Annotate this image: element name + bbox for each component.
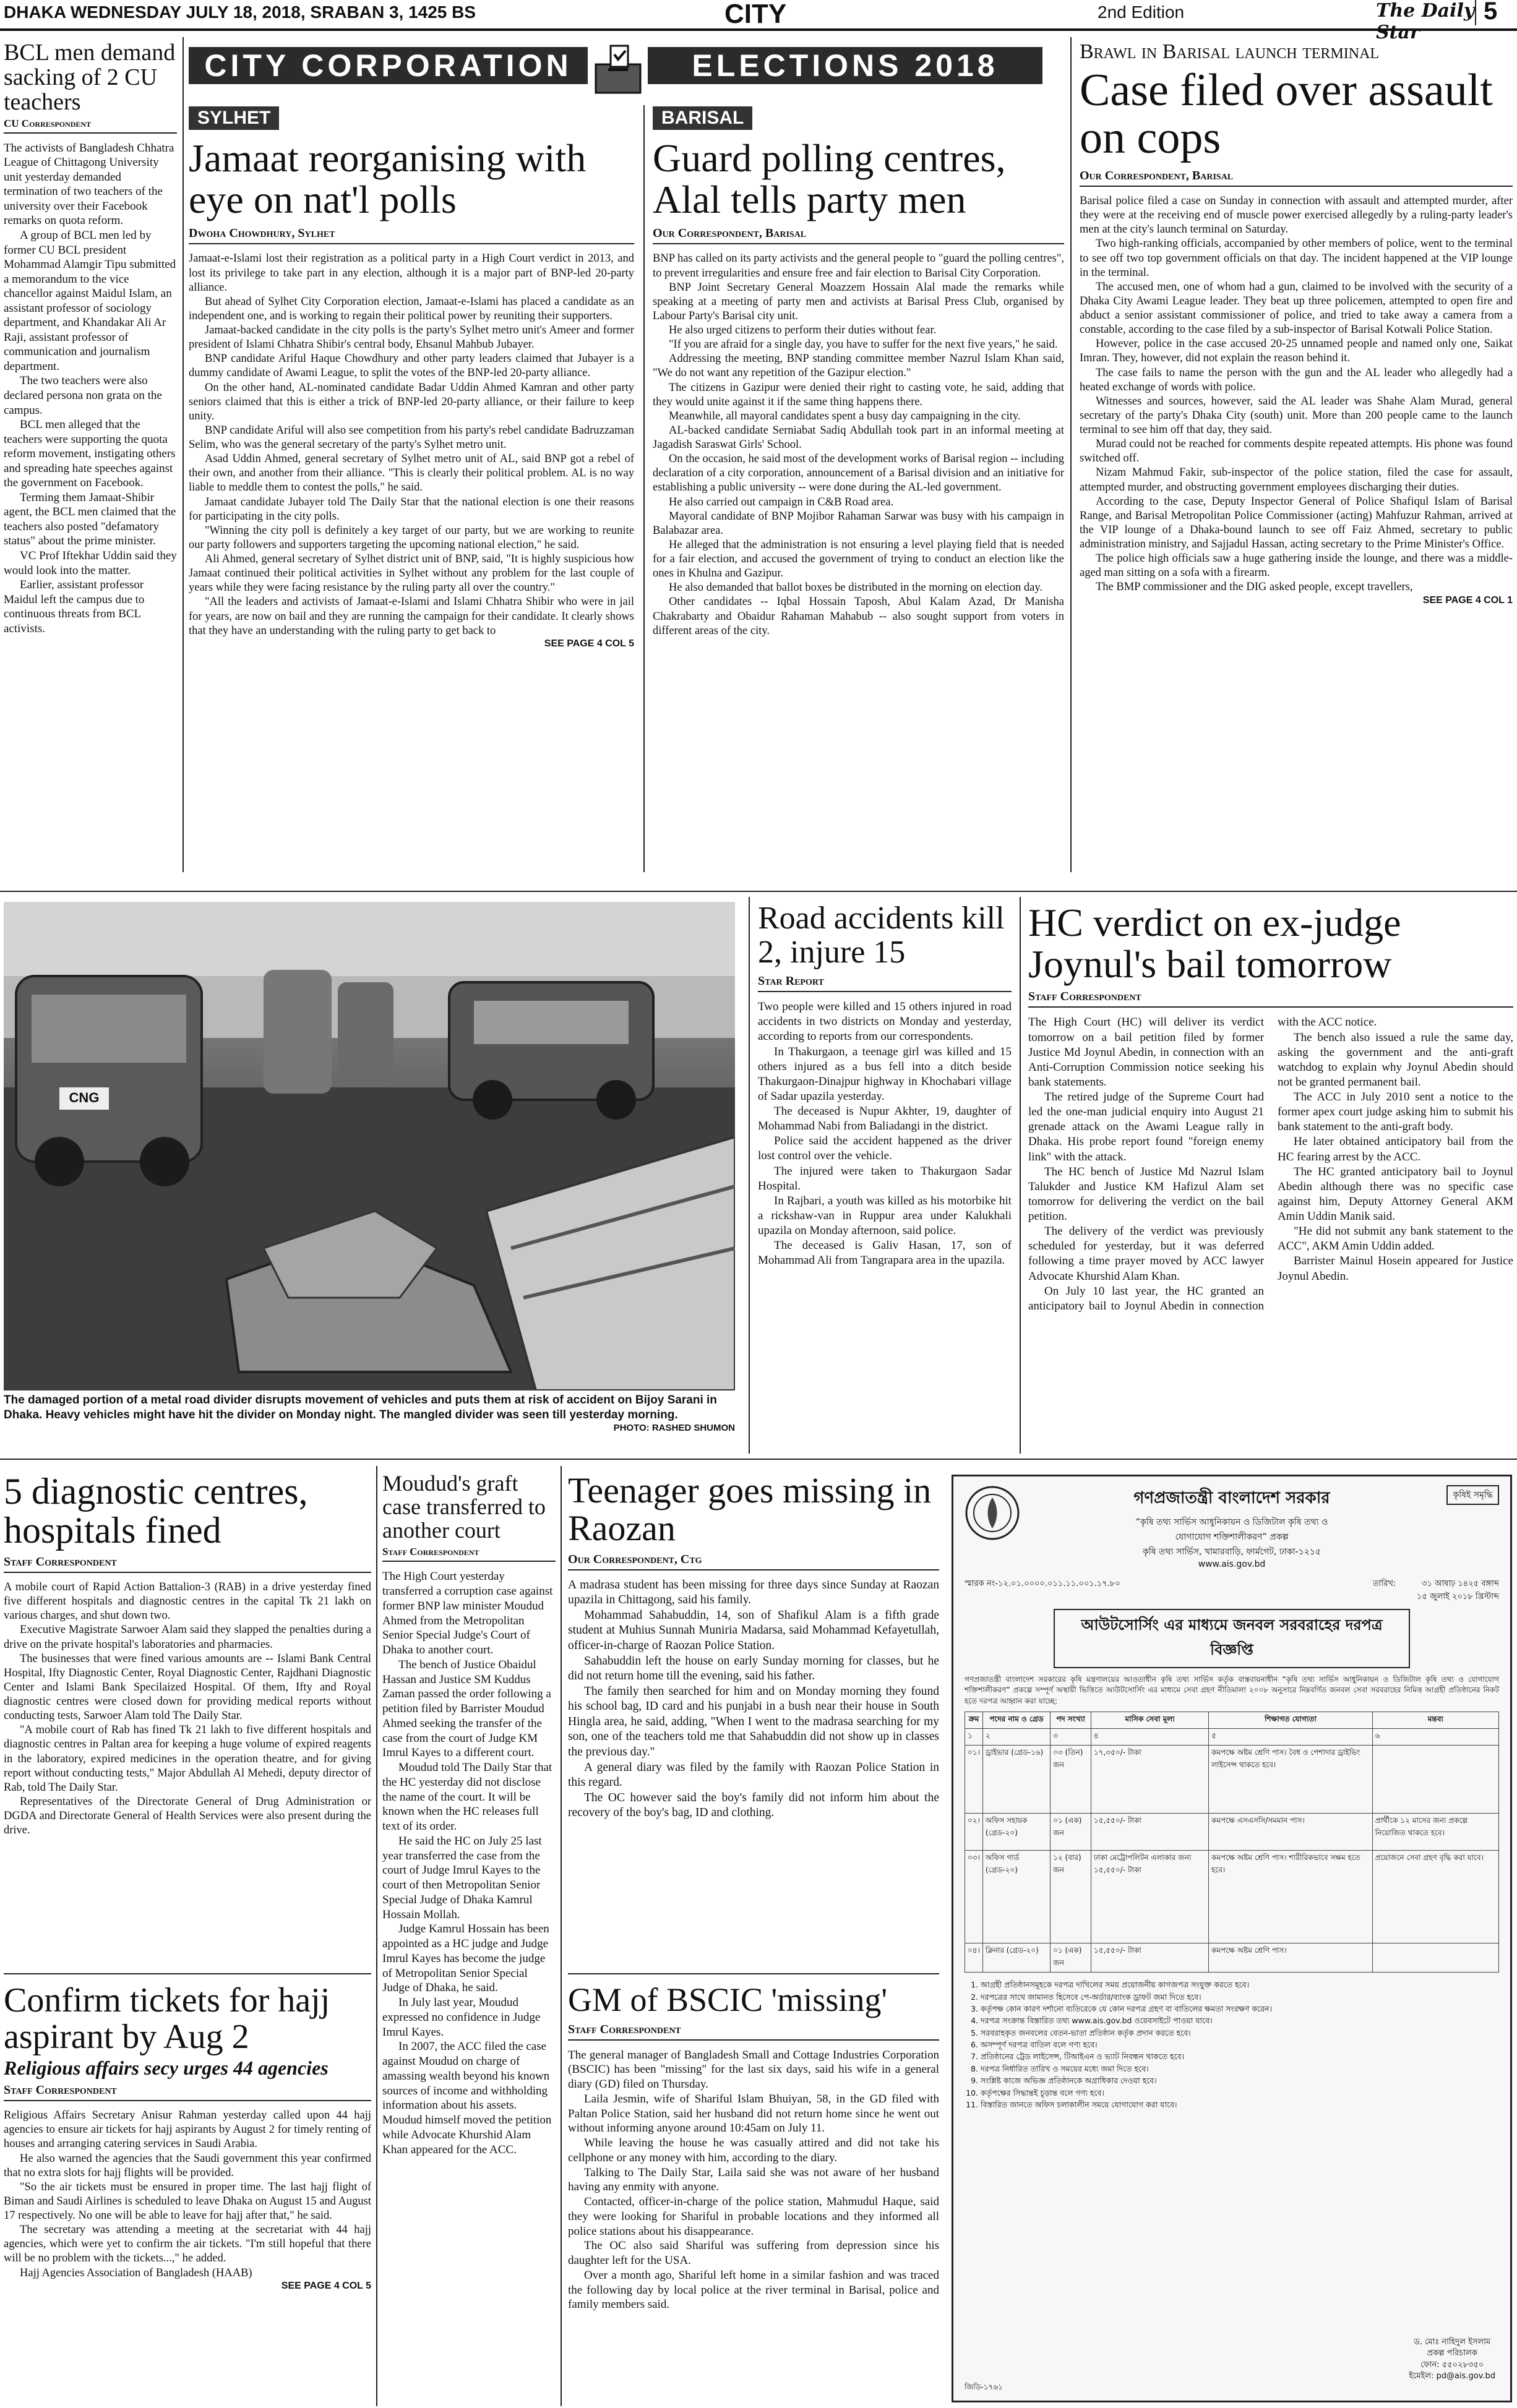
ad-date-bangla: ৩১ আষাঢ় ১৪২৫ বঙ্গাব্দ [1422,1579,1499,1588]
ad-col-number: ২ [982,1729,1050,1746]
ad-cell: কমপক্ষে অষ্টম শ্রেণি পাস। শারীরিকভাবে সক্ষম হতে হবে। [1209,1851,1372,1943]
paragraph: However, police in the case accused 20-25 unnamed people and named only one, Saikat Imran. They, however, did not explain the reason behind it. [1080,338,1513,365]
paragraph: But ahead of Sylhet City Corporation election, Jamaat-e-Islami has placed a candidate as an independent one, and is working to regain their political power by reuniting their supporters. [189,295,634,322]
paragraph: AL-backed candidate Serniabat Sadiq Abdullah took part in an informal meeting at Jagadish Saraswat Girls' School. [653,424,1064,451]
paragraph: Two high-ranking officials, accompanied by other members of police, went to the terminal to see off two top government officials on that day. The incident happened at the VIP lounge in the terminal. [1080,238,1513,279]
ad-term: 4. দরপত্র সংক্রান্ত বিস্তারিত তথ্য www.ais.gov.bd ওয়েবসাইটে পাওয়া যাবে। [981,2015,1499,2026]
paragraph: Over a month ago, Shariful left home in a similar fashion and was traced the following day by local police at the river terminal in Barisal, police and family members said. [568,2268,939,2312]
photo-caption [4,1393,735,1442]
ad-title: আউটসোর্সিং এর মাধ্যমে জনবল সরবরাহের দরপত্র বিজ্ঞপ্তি [1054,1609,1410,1668]
edition-label: 2nd Edition [1098,2,1185,22]
article-bscic [568,1982,939,2406]
ad-address: কৃষি তথ্য সার্ভিস, খামারবাড়ি, ফার্মগেট, ঢাকা-১২১৫ [1142,1547,1321,1557]
diag-headline: 5 diagnostic centres, hospitals fined [4,1471,308,1551]
ad-table-col-numbers [965,1729,1499,1746]
hajj-body [4,2109,371,2281]
section-rule [0,891,1517,892]
ad-signer-title: প্রকল্প পরিচালক [1427,2349,1477,2359]
ad-cell [1372,1746,1498,1814]
column-rule [643,105,645,872]
paragraph: The delivery of the verdict was previously scheduled for yesterday, but it was deferred following a time prayer moved by ACC lawyer Advocate Khurshid Alam Khan. [1028,1225,1264,1283]
bscic-headline: GM of BSCIC 'missing' [568,1981,888,2018]
ad-govt-name: গণপ্রজাতন্ত্রী বাংলাদেশ সরকার [1133,1489,1330,1507]
ad-cell: অফিস গার্ড (গ্রেড-২০) [982,1851,1050,1943]
ad-col-number: ৪ [1091,1729,1208,1746]
ad-cell: ০৩। [965,1851,983,1943]
ad-signature [1409,2337,1495,2382]
paragraph: BNP candidate Ariful Haque Chowdhury and other party leaders claimed that Jubayer is a dummy candidate of Awami League, to split the votes of the BNP-led 20-party alliance. [189,353,634,380]
bscic-byline: Staff Correspondent [568,2023,939,2041]
ad-website: www.ais.gov.bd [1198,1559,1266,1569]
ad-term: 1. আগ্রহী প্রতিষ্ঠানসমূহকে দরপত্র দাখিলের সময় প্রয়োজনীয় কাগজপত্র সংযুক্ত করতে হবে। [981,1979,1499,1990]
brawl-continued: SEE PAGE 4 COL 1 [1422,594,1513,606]
paragraph: The police high officials saw a huge gathering inside the lounge, and there was a middle-aged man sitting on a sofa with a firearm. [1080,552,1513,580]
masthead [4,0,1513,43]
paragraph: BNP Joint Secretary General Moazzem Hossain Alal made the remarks while speaking at a meeting of party men and activists at Barisal Press Club, organised by Labour Party's Barisal city unit. [653,281,1064,322]
barisal-body [653,252,1064,638]
paragraph: The businesses that were fined various amounts are -- Islami Bank Central Hospital, Ifty Diagnostic Center, Royal Diagnostic Center, Rajdhani Diagnostic Center and Islami Bank Specilaized Hospital. Of them, Ifty and Royal diagnostic centres were closed down for providing medical reports without conducting tests, Sarwoer Alam told The Daily Star. [4,1652,371,1723]
paragraph: He also carried out campaign in C&B Road area. [669,495,894,508]
column-rule [749,897,750,1454]
ad-dates [1417,1578,1499,1604]
hajj-continued: SEE PAGE 4 COL 5 [281,2280,371,2291]
section-rule [0,1459,1517,1460]
bcl-byline: CU Correspondent [4,118,177,134]
caption-text: The damaged portion of a metal road divider disrupts movement of vehicles and puts them at risk of accident on Bijoy Sarani in Dhaka. Heavy vehicles might have hit the divider on Monday night. The mangled divider was seen till yesterday morning. [4,1394,717,1421]
moudud-body [382,1569,556,2157]
ad-cell: ঢাকা মেট্রোপলিটন এলাকার জন্য ১৫,৫৫০/- টাকা [1091,1851,1208,1943]
paragraph: The retired judge of the Supreme Court had led the one-man judicial enquiry into August 21 grenade attack on the Awami League rally in Dhaka. His probe report found "foreign enemy link" with the attack. [1028,1090,1264,1163]
paragraph: The deceased is Galiv Hasan, 17, son of Mohammad Ali from Tangrapara area in the upazila. [758,1239,1012,1267]
paragraph: The activists of Bangladesh Chhatra League of Chittagong University unit yesterday demanded termination of two teachers of the university over their Facebook remarks on quota reform. [4,141,174,228]
column-rule [376,1466,377,2406]
ad-table [965,1712,1499,1973]
paragraph: Two people were killed and 15 others injured in road accidents in two districts on Monday and yesterday, according to reports from our correspondents. [758,1000,1012,1043]
bcl-body [4,141,177,636]
govt-emblem-icon [965,1485,1020,1541]
hajj-subhead: Religious affairs secy urges 44 agencies [4,2056,329,2079]
paragraph: "He did not submit any bank statement to the ACC", AKM Amin Uddin added. [1278,1225,1513,1253]
paragraph: The High Court (HC) will deliver its verdict tomorrow on a bail petition filed by former Justice Md Joynul Abedin, in connection with an Anti-Corruption Commission notice seeking his bank statements. [1028,1016,1264,1089]
paragraph: He alleged that the administration is not ensuring a level playing field that is needed for a fair election, and accused the government of trying to conduct an election like the ones in Khulna and Gazipur. [653,538,1064,580]
column-rule [183,37,184,872]
paragraph: Meanwhile, all mayoral candidates spent a busy day campaigning in the city. [669,409,1021,422]
sylhet-headline: Jamaat reorganising with eye on nat'l polls [189,136,587,222]
ad-memo-number: স্মারক নং-১২.০১.০০০০.০১১.১১.০০১.১৭.৮০ [965,1579,1120,1588]
ad-cell: কমপক্ষে এসএসসি/সমমান পাস। [1209,1814,1372,1851]
ad-intro: গণপ্রজাতন্ত্রী বাংলাদেশ সরকারের কৃষি মন্ত্রণালয়ের আওতাধীন কৃষি তথ্য সার্ভিস কর্তৃক বাস্তবায়নাধীন “কৃষি তথ্য সার্ভিস আধুনিকায়ন ও ডিজিটাল কৃষি তথ্য ও যোগাযোগ শক্তিশালীকরণ” প্রকল্পে সম্পূর্ণ অস্থায়ী ভিত্তিতে আউটসোর্সিং এর মাধ্যমে সেবা গ্রহণ নীতিমালা ২০০৮ অনুসারে নিম্নবর্ণিত জনবল সেবা সরবরাহের নিমিত্ত আগ্রহী প্রতিষ্ঠানের নিকট হতে দরপত্র আহ্বান করা যাচ্ছে: [965,1675,1499,1705]
paragraph: The High Court yesterday transferred a corruption case against former BNP law minister Moudud Ahmed from the Metropolitan Senior Special Judge's Court of Dhaka to another court. [382,1570,553,1657]
ad-cell: প্রার্থীকে ১২ মাসের জন্য প্রকল্পে নিয়োজিত থাকতে হবে। [1372,1814,1498,1851]
ad-cell: প্রয়োজনে সেবা গ্রহণ বৃদ্ধি করা যাবে। [1372,1851,1498,1943]
column-rule [561,1466,562,2406]
diag-body [4,1580,371,1838]
ad-cell: ড্রাইভার (গ্রেড-১৬) [982,1746,1050,1814]
column-rule [1020,897,1021,1454]
bscic-body [568,2048,939,2313]
paragraph: A mobile court of Rapid Action Battalion-3 (RAB) in a drive yesterday fined five different hospitals and diagnostic centres in the capital Tk 21 lakh on various charges, and shut down two. [4,1581,371,1622]
ad-cell: ০২। [965,1814,983,1851]
paragraph: Religious Affairs Secretary Anisur Rahman yesterday called upon 44 hajj agencies to ensure air tickets for hajj aspirants by August 2 for timely renting of houses and arranging catering services in Saudi Arabia. [4,2109,371,2151]
paragraph: The HC granted anticipatory bail to Joynul Abedin although there was no specific case against him, Deputy Attorney General AKM Amin Uddin Manik said. [1278,1165,1513,1223]
road-body [758,1000,1012,1268]
road-byline: Star Report [758,974,1012,992]
ad-code: জিডি-১৭৬১ [965,2383,1003,2391]
paragraph: The BMP commissioner and the DIG asked people, except travellers, [1096,581,1413,594]
paragraph: Sahabuddin left the house on early Sunday morning for classes, but he did not return home till the evening, said his father. [568,1654,939,1683]
ad-tagline: কৃষিই সমৃদ্ধি [1446,1485,1499,1505]
paragraph: The bench of Justice Obaidul Hassan and Justice SM Kuddus Zaman passed the order following a petition filed by Barrister Moudud Ahmed seeking the transfer of the case from the court of Judge KM Imrul Kayes to a different court. [382,1658,551,1760]
barisal-kicker: BARISAL [653,106,752,130]
paragraph: "So the air tickets must be ensured in proper time. The last hajj flight of Biman and Saudi Airlines is scheduled to leave Dhaka on August 15 and August 17 respectively. No one will be able to leave for hajj after that," he said. [4,2180,371,2222]
section-title: CITY [724,0,787,29]
traffic-scene-illustration [4,902,735,1390]
ad-cell: ক্লিনার (গ্রেড-২০) [982,1943,1050,1973]
brawl-kicker: Brawl in Barisal launch terminal [1080,40,1380,63]
ballot-box-icon [590,41,647,98]
paragraph: According to the case, Deputy Inspector General of Police Shafiqul Islam of Barisal Range, and Barisal Metropolitan Police Commissioner (acting) Mahfuzur Rahman, arrived at the VIP lounge of a Dhaka-bound launch to see off Faiz Ahmed, secretary to public administration ministry, and Sajjadul Hassan, acting secretary to the Prime Minister's Office. [1080,495,1513,551]
ad-col-header: মাসিক সেবা মূল্য [1091,1712,1208,1729]
bcl-headline: BCL men demand sacking of 2 CU teachers [4,40,176,115]
teen-byline: Our Correspondent, Ctg [568,1553,939,1570]
column-rule [1070,37,1072,872]
paragraph: Hajj Agencies Association of Bangladesh (HAAB) [20,2266,252,2279]
paragraph: In July last year, Moudud expressed no confidence in Judge Imrul Kayes. [382,1996,541,2039]
article-diagnostic [4,1472,371,1967]
sylhet-kicker: SYLHET [189,106,279,130]
ad-cell: ০৪। [965,1943,983,1973]
barisal-byline: Our Correspondent, Barisal [653,226,1064,244]
article-barisal [653,106,1064,873]
article-sylhet [189,106,634,873]
paragraph: Mayoral candidate of BNP Mojibor Rahaman Sarwar was busy with his campaign in Balabazar area. [653,510,1064,537]
paragraph: In 2007, the ACC filed the case against Moudud on charge of amassing wealth beyond his known sources of income and withholding information about his assets. Moudud himself moved the petition while Advocate Khurshid Alam Khan appeared for the ACC. [382,2040,552,2156]
paragraph: The citizens in Gazipur were denied their right to casting vote, he said, adding that they would unite against it if the same thing happens there. [653,381,1064,408]
paragraph: He also demanded that ballot boxes be distributed in the morning on election day. [669,581,1043,594]
hc-byline: Staff Correspondent [1028,990,1513,1008]
paragraph: Representatives of the Directorate General of Drug Administration or DGDA and Directorate General of Health Services were also present during the drive. [4,1795,371,1837]
ad-term: 8. দরপত্র নির্ধারিত তারিখ ও সময়ের মধ্যে জমা দিতে হবে। [981,2063,1499,2075]
paragraph: The HC bench of Justice Md Nazrul Islam Talukder and Justice KM Hafizul Alam set tomorrow for delivering the verdict on the bail petition. [1028,1165,1264,1223]
ad-col-header: ক্রম [965,1712,983,1729]
ad-signer-phone: ফোন: ৫৫০২৮৩৫০ [1420,2360,1484,2370]
ad-cell: ০১ (এক) জন [1051,1943,1091,1973]
paragraph: Barisal police filed a case on Sunday in connection with assault and attempted murder, after they were at the receiving end of muscle power exercised allegedly by a ruling-party leader's men at the city's launch terminal on Saturday. [1080,195,1513,236]
article-brawl [1080,41,1513,873]
teen-body [568,1578,939,1821]
ad-cell: ০৩ (তিন) জন [1051,1746,1091,1814]
paragraph: "If you are afraid for a single day, you have to suffer for the next five years," he said. [669,338,1058,351]
banner-right: ELECTIONS 2018 [648,47,1042,84]
paragraph: The accused men, one of whom had a gun, claimed to be involved with the security of a Dhaka City Awami League leader. They beat up three policemen, attempted to open fire and abduct a senior assistant commissioner of police, and tried to take away a camera from a constable, according to the case filed by a sub-inspector of Barisal Kotwali Police Station. [1080,280,1513,336]
paragraph: In Thakurgaon, a teenage girl was killed and 15 others injured as a bus fell into a ditch beside Thakurgaon-Dinajpur highway in Khochabari village of Sadar upazila yesterday. [758,1045,1012,1103]
photo-credit: PHOTO: RASHED SHUMON [613,1422,735,1433]
moudud-byline: Staff Correspondent [382,1546,556,1562]
article-rule [4,1973,371,1974]
paragraph: The OC however said the boy's family did not inform him about the recovery of the boy's bag, ID and clothing. [568,1791,939,1820]
article-hc [1028,902,1513,1446]
ad-term: 9. সংশ্লিষ্ট কাজে অভিজ্ঞ প্রতিষ্ঠানকে অগ্রাধিকার দেওয়া হবে। [981,2075,1499,2086]
paragraph: While leaving the house he was casually attired and did not take his cellphone or any money with him, according to the diary. [568,2136,939,2164]
ad-col-number: ৩ [1051,1729,1091,1746]
paragraph: In Rajbari, a youth was killed as his motorbike hit a rickshaw-van in Ruppur area under Kalukhali upazila on Monday afternoon, said police. [758,1194,1012,1238]
hc-body [1028,1015,1513,1314]
paragraph: On the occasion, he said most of the development works of Barisal region -- including declaration of a city corporation, announcement of a Barisal division and an initiative for establishing a public university -- were done during the AL-led government. [653,453,1064,494]
paragraph: The ACC in July 2010 sent a notice to the former apex court judge asking him to submit his bank statement to the anti-graft body. [1278,1090,1513,1134]
ad-col-header: মন্তব্য [1372,1712,1498,1729]
ad-col-header: পদের নাম ও গ্রেড [982,1712,1050,1729]
paragraph: The family then searched for him and on Monday morning they found his school bag, ID card and his punjabi in a bush near their house in South Hingla area, he said, adding, "When I went to the madrasa searching for my son, one of the teachers told me that Sahabuddin did not show up in classes the previous day." [568,1684,939,1759]
paragraph: The deceased is Nupur Akhter, 19, daughter of Mohammad Nabi from Baliadangi in the district. [758,1105,1012,1133]
ad-cell: ১২ (বার) জন [1051,1851,1091,1943]
ad-cell: অফিস সহায়ক (গ্রেড-২০) [982,1814,1050,1851]
paragraph: Murad could not be reached for comments despite repeated attempts. His phone was found switched off. [1080,438,1513,465]
sylhet-byline: Dwoha Chowdhury, Sylhet [189,226,634,244]
barisal-headline: Guard polling centres, Alal tells party men [653,136,1006,222]
paragraph: He also urged citizens to perform their duties without fear. [669,324,937,336]
table-row [965,1746,1499,1814]
paragraph: A general diary was filed by the family with Raozan Police Station in this regard. [568,1760,939,1789]
paragraph: Other candidates -- Iqbal Hossain Taposh, Abul Kalam Azad, Dr Manisha Chakrabarty and Obaidur Rahaman Mahabub -- also sought support from voters in different areas of the city. [653,596,1064,637]
paragraph: BNP has called on its party activists and the general people to "guard the polling centres", to prevent irregularities and ensure free and fair election to Barisal City Corporation. [653,252,1064,280]
paragraph: Jamaat-e-Islami lost their registration as a political party in a High Court verdict in 2013, and lost its privilege to take part in any election, although it is a major part of BNP-led 20-party alliance. [189,252,634,294]
sylhet-body [189,252,634,638]
paragraph: Mohammad Sahabuddin, 14, son of Shafikul Alam is a fifth grade student at Muhius Sunnah Muniria Madarsa, said Mohammad Kefayetullah, officer-in-charge of Raozan Police Station. [568,1608,939,1653]
paragraph: He said the HC on July 25 last year transferred the case from the court of Judge Imrul Kayes to the court of then Metropolitan Senior Special Judge of Dhaka Kamrul Hossain Mollah. [382,1834,542,1921]
brawl-body [1080,194,1513,595]
paragraph: Contacted, officer-in-charge of the police station, Mahmudul Haque, said they were looking for Shariful in probable locations and they informed all police stations about his disappearance. [568,2195,939,2238]
paragraph: Witnesses and sources, however, said the AL leader was Shahe Alam Murad, general secretary of the party's Dhaka City (south) unit. More than 200 people came to the launch terminal to see him off that day, they said. [1080,395,1513,437]
ad-memo-row [965,1578,1499,1599]
paragraph: Talking to The Daily Star, Laila said she was not aware of her husband having any enmity with anyone. [568,2166,939,2194]
ad-date-english: ১৫ জুলাই ২০১৮ খ্রিস্টাব্দ [1417,1592,1499,1601]
paragraph: The case fails to name the person with the gun and the AL leader who allegedly had a heated exchange of words with police. [1080,366,1513,393]
banner-left: CITY CORPORATION [189,47,588,84]
road-headline: Road accidents kill 2, injure 15 [758,901,1005,970]
paragraph: "A mobile court of Rab has fined Tk 21 lakh to five different hospitals and diagnostic centres in Paltan area for keeping a huge volume of expired reagents in the laboratory, expired medicines in the operation theatre, and for giving report without conducting tests," Major Abdullah Al Mehedi, deputy director of Rab, told The Daily Star. [4,1724,371,1794]
news-photo [4,902,735,1390]
moudud-headline: Moudud's graft case transferred to another court [382,1471,546,1543]
ad-col-number: ১ [965,1729,983,1746]
ad-term: 10. কর্তৃপক্ষের সিদ্ধান্তই চূড়ান্ত বলে গণ্য হবে। [981,2087,1499,2099]
paragraph: He later obtained anticipatory bail from the HC fearing arrest by the ACC. [1278,1135,1513,1163]
paragraph: The general manager of Bangladesh Small and Cottage Industries Corporation (BSCIC) has been "missing" for the last six days, said his wife in a general diary (GD) filed on Thursday. [568,2048,939,2091]
ad-header [965,1485,1499,1578]
hc-headline: HC verdict on ex-judge Joynul's bail tomorrow [1028,901,1401,987]
ad-cell: ০১ (এক) জন [1051,1814,1091,1851]
teen-headline: Teenager goes missing in Raozan [568,1470,932,1548]
page-number: 5 [1475,0,1497,25]
paragraph: BNP candidate Ariful will also see competition from his party's rebel candidate Badruzzaman Selim, who was the general secretary of the party's Sylhet metro unit. [189,424,634,451]
election-banner [189,41,1042,98]
ad-project-line1: “কৃষি তথ্য সার্ভিস আধুনিকায়ন ও ডিজিটাল কৃষি তথ্য ও [1135,1517,1328,1527]
paragraph: Judge Kamrul Hossain has been appointed as a HC judge and Judge Imrul Kayes has become the judge of Metropolitan Senior Special Judge of Dhaka, he said. [382,1922,549,1995]
ad-cell: ০১। [965,1746,983,1814]
table-row [965,1814,1499,1851]
paragraph: Addressing the meeting, BNP standing committee member Nazrul Islam Khan said, "We do not want any repetition of the Gazipur election." [653,353,1064,380]
brawl-headline: Case filed over assault on cops [1080,64,1493,164]
ad-date-label: তারিখ: [1373,1579,1396,1588]
sylhet-continued: SEE PAGE 4 COL 5 [544,638,634,649]
paragraph: Executive Magistrate Sarwoer Alam said they slapped the penalties during a drive on the private hospital's laboratories and pharmacies. [4,1624,371,1651]
ad-signer-email: ইমেইল: pd@ais.gov.bd [1409,2371,1495,2381]
ad-cell: ১৫,৫৫০/- টাকা [1091,1943,1208,1973]
ad-term: 6. অসম্পূর্ণ দরপত্র বাতিল বলে গণ্য হবে। [981,2039,1499,2050]
paragraph: Jamaat candidate Jubayer told The Daily Star that the national election is one their reasons for participating in the city polls. [189,495,634,523]
paragraph: Barrister Mainul Hosein appeared for Justice Joynul Abedin. [1278,1254,1513,1283]
article-teenager [568,1472,939,1967]
paragraph: The two teachers were also declared persona non grata on the campus. [4,374,162,417]
ad-term: 2. দরপত্রের সাথে জামানত হিসেবে পে-অর্ডার/ব্যাংক ড্রাফট জমা দিতে হবে। [981,1991,1499,2003]
ad-project-line2: যোগাযোগ শক্তিশালীকরণ” প্রকল্প [1175,1532,1289,1542]
table-row [965,1851,1499,1943]
ad-term: 7. প্রতিষ্ঠানের ট্রেড লাইসেন্স, টিআইএন ও ভ্যাট নিবন্ধন থাকতে হবে। [981,2050,1499,2062]
ad-col-number: ৫ [1209,1729,1372,1746]
paragraph: He also warned the agencies that the Saudi government this year confirmed that no extra slots for hajj flights will be provided. [4,2152,371,2179]
diag-byline: Staff Correspondent [4,1555,371,1573]
ad-terms [965,1979,1499,2110]
ad-cell: কমপক্ষে অষ্টম শ্রেণি পাস। বৈধ ও পেশাদার ড্রাইভিং লাইসেন্স থাকতে হবে। [1209,1746,1372,1814]
paragraph: A madrasa student has been missing for three days since Sunday at Raozan upazila in Chittagong, said his family. [568,1578,939,1607]
ad-cell: ১৫,৫৫০/- টাকা [1091,1814,1208,1851]
paragraph: Jamaat-backed candidate in the city polls is the party's Sylhet metro unit's Ameer and former president of Islami Chhatra Shibir's central body, Ehsanul Mahbub Jubayer. [189,324,634,351]
ad-table-header [965,1712,1499,1729]
ad-col-number: ৬ [1372,1729,1498,1746]
newspaper-logo: The Daily Star [1376,0,1475,43]
paragraph: The bench also issued a rule the same day, asking the government and the anti-graft watchdog to explain why Joynul Abedin should not be granted permanent bail. [1278,1030,1513,1089]
table-row [965,1943,1499,1973]
paragraph: BCL men alleged that the teachers were supporting the quota reform movement, instigating others and spreading hate speeches against the government on Facebook. [4,418,176,490]
paragraph: The secretary was attending a meeting at the secretariat with 44 hajj agencies, which were yet to confirm the air tickets. "I'm still hopeful that there will be no problem with the tickets...," he added. [4,2224,371,2265]
paragraph: Nizam Mahmud Fakir, sub-inspector of the police station, filed the case for assault, attempted murder, and obstructing government employees discharging their duties. [1080,466,1513,494]
masthead-date: DHAKA WEDNESDAY JULY 18, 2018, SRABAN 3, 1425 BS [4,2,476,22]
paragraph: The OC also said Shariful was suffering from depression since his daughter left for the USA. [568,2239,939,2268]
ad-signer-name: ড. মোঃ নাহিদুল ইসলাম [1414,2337,1491,2347]
article-bcl [4,41,177,870]
article-road [758,902,1012,1446]
brawl-byline: Our Correspondent, Barisal [1080,169,1513,187]
paragraph: VC Prof Iftekhar Uddin said they would look into the matter. [4,549,177,577]
paragraph: Ali Ahmed, general secretary of Sylhet district unit of BNP, said, "It is highly suspicious how Jamaat continued their political activities in Sylhet without any problem for the last couple of years while they were facing resistance by the ruling party all over the country." [189,553,634,594]
paragraph: Earlier, assistant professor Maidul left the campus due to continuous threats from BCL activists. [4,578,145,635]
hajj-byline: Staff Correspondent [4,2083,371,2101]
paragraph: "Winning the city poll is definitely a key target of our party, but we are working to reunite our party followers and supporters targeting the upcoming national election," he said. [189,524,634,551]
paragraph: Asad Uddin Ahmed, general secretary of Sylhet metro unit of AL, said BNP got a rebel of their own, and another from their alliance. "This is clearly their political problem. AL is no way liable to meddle them to contest the polls," he said. [189,453,634,494]
paragraph: Police said the accident happened as the driver lost control over the vehicle. [758,1134,1012,1163]
ad-term: 5. সরবরাহকৃত জনবলের বেতন-ভাতা প্রতিষ্ঠান কর্তৃক প্রদান করতে হবে। [981,2027,1499,2039]
vehicle-plate: CNG [69,1090,100,1105]
paragraph: On the other hand, AL-nominated candidate Badar Uddin Ahmed Kamran and other party seniors claimed that this is either a trick of BNP-led 20-party alliance, or their failure to keep unity. [189,381,634,422]
paragraph: A group of BCL men led by former CU BCL president Mohammad Alamgir Tipu submitted a memorandum to the vice chancellor against Maidul Islam, an assistant professor of sociology department, and Khandakar Ali Ar Raji, assistant professor of communication and journalism department. [4,228,176,373]
article-rule [568,1973,939,1974]
paragraph: Terming them Jamaat-Shibir agent, the BCL men claimed that the teachers also posted "defamatory status" about the prime minister. [4,491,176,548]
ad-col-header: পদ সংখ্যা [1051,1712,1091,1729]
ad-term: 3. কর্তৃপক্ষ কোন কারণ দর্শানো ব্যতিরেকে যে কোন দরপত্র গ্রহণ বা বাতিলের ক্ষমতা সংরক্ষণ করেন। [981,2003,1499,2015]
ad-cell: ১৭,৩৫০/- টাকা [1091,1746,1208,1814]
paragraph: Laila Jesmin, wife of Shariful Islam Bhuiyan, 58, in the GD filed with Paltan Police Station, said her husband did not return home since he went out without informing anyone around 10:45am on July 11. [568,2092,939,2135]
ad-cell: কমপক্ষে অষ্টম শ্রেণি পাস। [1209,1943,1372,1973]
hajj-headline: Confirm tickets for hajj aspirant by Aug 2 [4,1981,330,2056]
masthead-rule [0,28,1517,31]
ad-col-header: শিক্ষাগত যোগ্যতা [1209,1712,1372,1729]
article-hajj [4,1982,371,2406]
paragraph: The injured were taken to Thakurgaon Sadar Hospital. [758,1164,1012,1193]
ad-term: 11. বিস্তারিত জানতে অফিস চলাকালীন সময়ে যোগাযোগ করা যাবে। [981,2099,1499,2110]
paragraph: "All the leaders and activists of Jamaat-e-Islami and Islami Chhatra Shibir who were in jail for years, are now on bail and they are running the campaign for their candidate. It clearly shows that they have an understanding with the ruling party to get back to [189,596,634,637]
article-moudud [382,1472,556,2406]
government-tender-ad [952,1475,1512,2402]
paragraph: Moudud told The Daily Star that the HC yesterday did not disclose the name of the court. It will be known when the HC releases full text of its order. [382,1761,552,1833]
ad-cell [1372,1943,1498,1973]
paragraph: On July 10 last year, the HC granted an anticipatory bail to Joynul Abedin in connection with the ACC notice. [1028,1016,1377,1313]
